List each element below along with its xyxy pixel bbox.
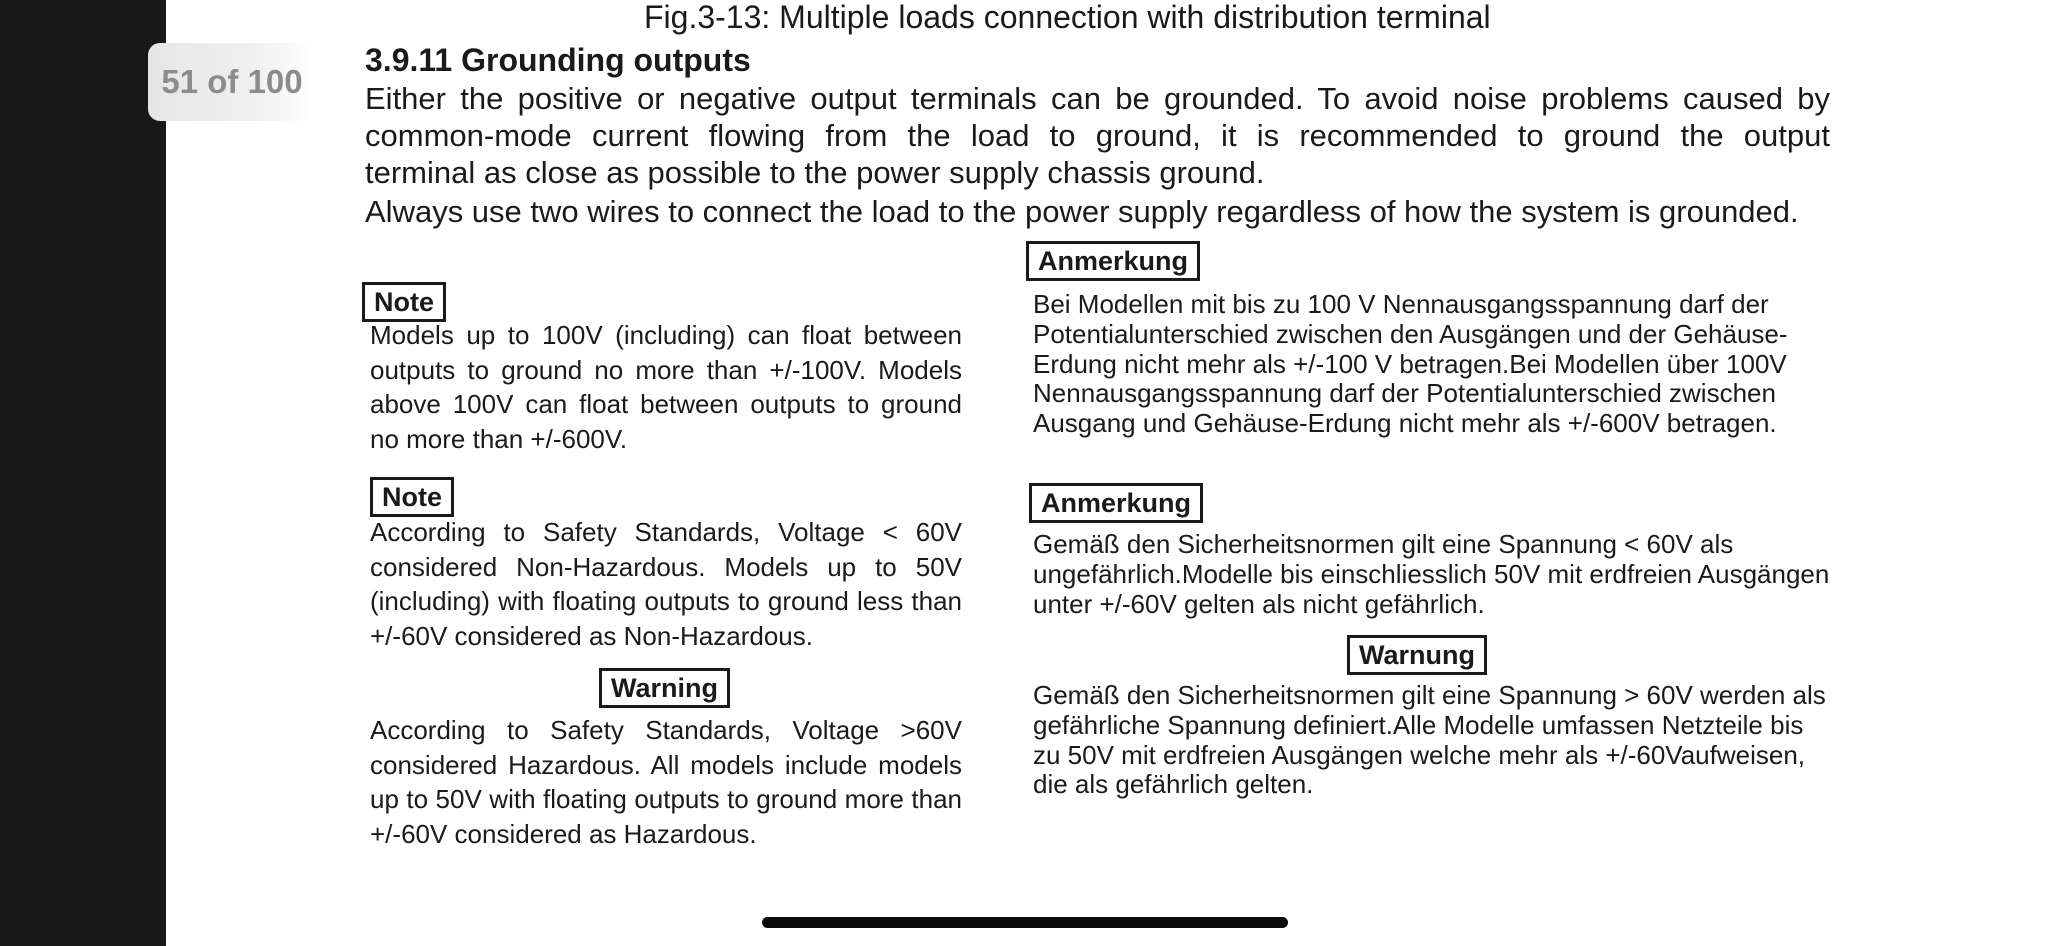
intro-paragraph-line-1: Either the positive or negative output terminals can be grounded. To avoid noise problems caused by — [365, 81, 1830, 116]
warning-label-en: Warning — [599, 668, 730, 708]
note-text-en-2: According to Safety Standards, Voltage < 60V considered Non-Hazardous. Models up to 50V (including) with floating outputs to ground less than +/-60V considered as Non-Hazardous. — [370, 517, 962, 651]
figure-caption: Fig.3-13: Multiple loads connection with distribution terminal — [644, 0, 1491, 35]
warnung-text-de: Gemäß den Sicherheitsnormen gilt eine Spannung > 60V werden als gefährliche Spannung definiert.Alle Modelle umfassen Netzteile bis zu 50V mit erdfreien Ausgängen welche mehr als +/-60Vaufweisen, die als gefährlich gelten. — [1033, 680, 1826, 800]
intro-paragraph-2: Always use two wires to connect the load to the power supply regardless of how the system is grounded. — [365, 194, 1799, 229]
note-label-en-1: Note — [362, 282, 446, 322]
section-title: 3.9.11 Grounding outputs — [365, 42, 751, 78]
warning-text-en: According to Safety Standards, Voltage >60V considered Hazardous. All models include models up to 50V with floating outputs to ground more than +/-60V considered as Hazardous. — [370, 715, 962, 849]
warnung-label-de: Warnung — [1347, 635, 1487, 675]
left-sidebar-dark — [0, 0, 166, 946]
anmerkung-text-de-1: Bei Modellen mit bis zu 100 V Nennausgangsspannung darf der Potentialunterschied zwischen den Ausgängen und der Gehäuse-Erdung nicht mehr als +/-100 V betragen.Bei Modellen über 100V Nennausgangsspannung darf der Potentialunterschied zwischen Ausgang und Gehäuse-Erdung nicht mehr als +/-600V betragen. — [1033, 289, 1788, 439]
intro-paragraph-line-2: common-mode current flowing from the load to ground, it is recommended to ground the output — [365, 118, 1830, 153]
intro-paragraph-line-3: terminal as close as possible to the power supply chassis ground. — [365, 155, 1265, 190]
note-label-en-2: Note — [370, 477, 454, 517]
anmerkung-label-de-1: Anmerkung — [1026, 241, 1200, 281]
home-indicator-bar[interactable] — [762, 917, 1288, 928]
anmerkung-text-de-2: Gemäß den Sicherheitsnormen gilt eine Spannung < 60V als ungefährlich.Modelle bis einschliesslich 50V mit erdfreien Ausgängen unter +/-60V gelten als nicht gefährlich. — [1033, 529, 1830, 619]
anmerkung-label-de-2: Anmerkung — [1029, 483, 1203, 523]
page-indicator-badge: 51 of 100 — [148, 43, 316, 121]
note-text-en-1: Models up to 100V (including) can float between outputs to ground no more than +/-100V. Models above 100V can float between outputs to ground no more than +/-600V. — [370, 320, 962, 454]
